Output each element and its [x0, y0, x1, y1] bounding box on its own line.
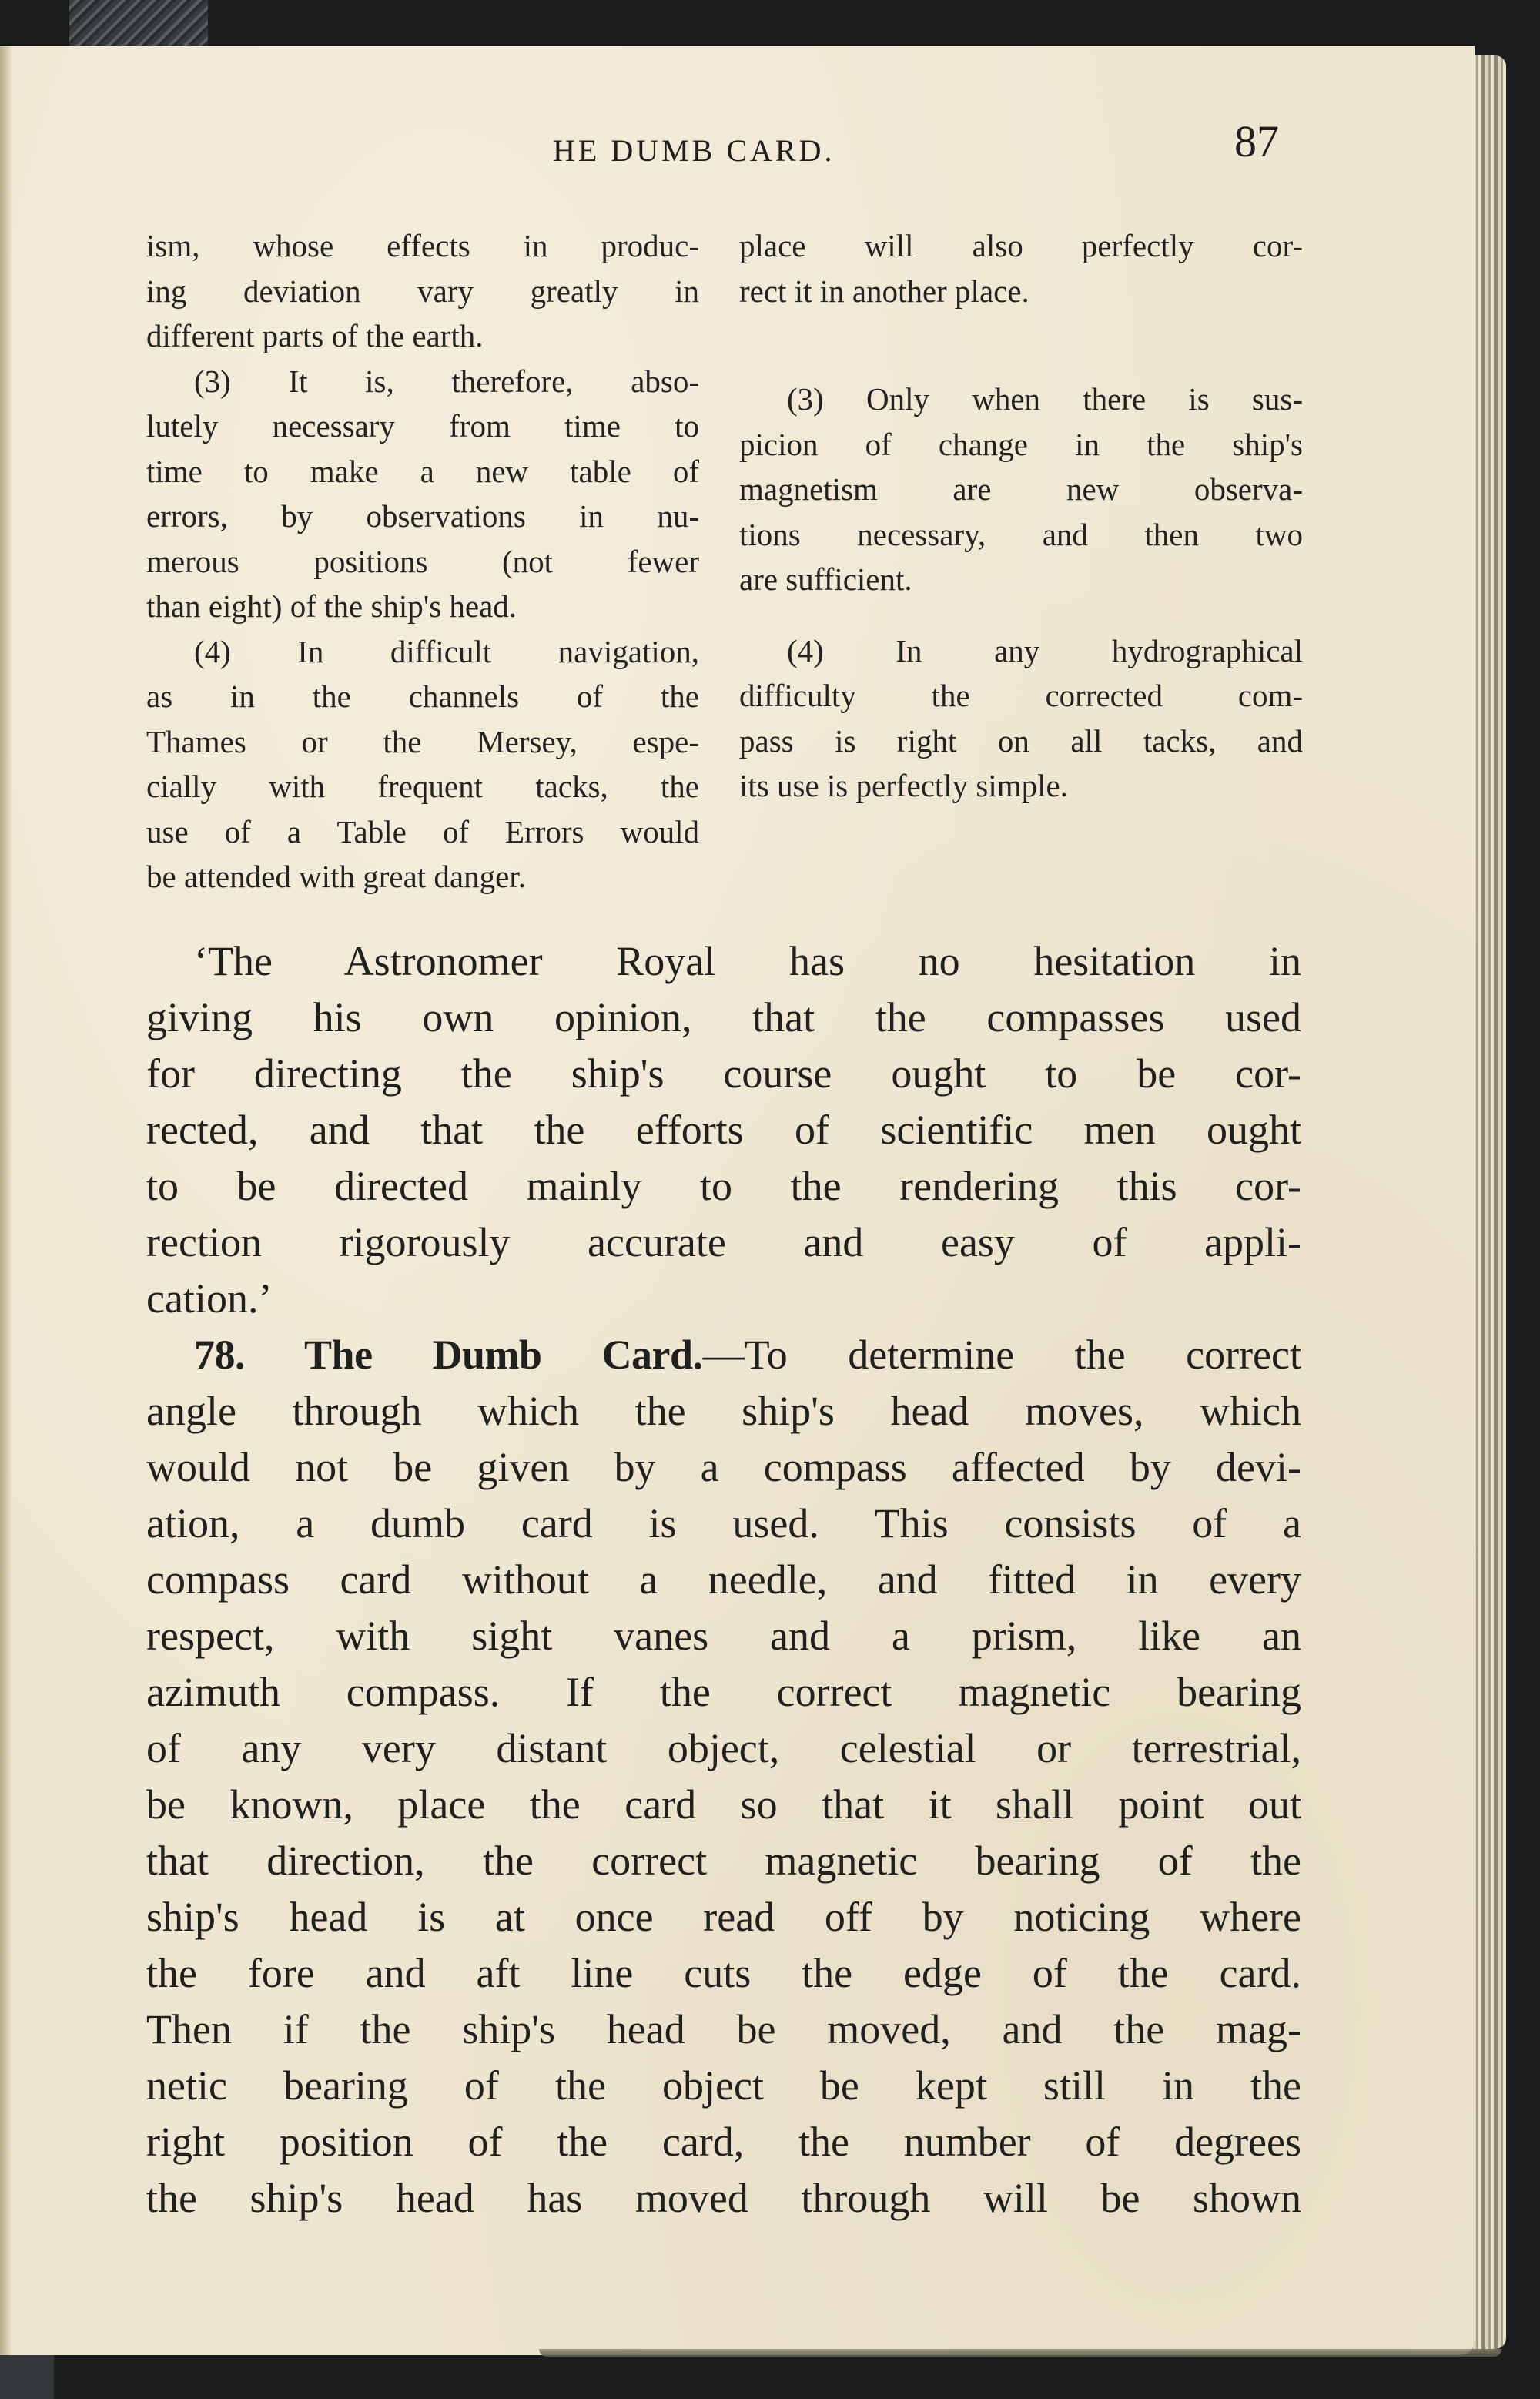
- running-title: HE DUMB CARD.: [553, 133, 835, 168]
- page-edges: [1469, 55, 1506, 2349]
- text-line: cially with frequent tacks, the: [146, 769, 699, 804]
- text-line: of any very distant object, celestial or terrestrial,: [146, 1725, 1301, 1771]
- text-line: giving his own opinion, that the compasses used: [146, 994, 1301, 1040]
- body-text: [146, 933, 1301, 2226]
- text-line: are sufficient.: [739, 561, 912, 597]
- text-line: use of a Table of Errors would: [146, 813, 699, 849]
- text-line: (4) In difficult navigation,: [194, 633, 699, 669]
- text-line: ship's head is at once read off by noticing where: [146, 1894, 1301, 1940]
- text-line: the ship's head has moved through will be shown: [146, 2175, 1301, 2221]
- text-line: be known, place the card so that it shall point out: [146, 1781, 1301, 1828]
- left-paragraph-2-continued: [146, 223, 699, 359]
- page-bottom-edge: [539, 2349, 1502, 2357]
- text-line: difficulty the corrected com-: [739, 678, 1303, 713]
- text-line: Then if the ship's head be moved, and the mag-: [146, 2006, 1301, 2052]
- text-line: the fore and aft line cuts the edge of the card.: [146, 1950, 1301, 1996]
- text-line: rected, and that the efforts of scientific men ought: [146, 1107, 1301, 1153]
- text-line: Thames or the Mersey, espe-: [146, 723, 699, 759]
- left-paragraph-3: [146, 359, 699, 629]
- page-gutter-edge: [0, 46, 11, 2355]
- text-line: be attended with great danger.: [146, 859, 526, 894]
- astronomer-royal-quote: [146, 933, 1301, 1327]
- text-line: as in the channels of the: [146, 678, 699, 714]
- text-line: place will also perfectly cor-: [739, 228, 1303, 263]
- text-line: rect it in another place.: [739, 273, 1029, 309]
- right-column: [739, 223, 1303, 809]
- text-line: to be directed mainly to the rendering this cor-: [146, 1163, 1301, 1209]
- text-line: netic bearing of the object be kept still in the: [146, 2062, 1301, 2109]
- column-spacer: [739, 358, 1303, 377]
- text-line: ation, a dumb card is used. This consists of a: [146, 1500, 1301, 1546]
- text-line: cation.’: [146, 1275, 273, 1322]
- column-spacer: [739, 313, 1303, 358]
- text-line: magnetism are new observa-: [739, 471, 1303, 507]
- left-column: [146, 223, 699, 900]
- text-line: for directing the ship's course ought to be cor-: [146, 1050, 1301, 1097]
- text-line: lutely necessary from time to: [146, 408, 699, 444]
- text-line: its use is perfectly simple.: [739, 768, 1068, 803]
- text-line: would not be given by a compass affected by devi-: [146, 1444, 1301, 1490]
- column-spacer: [739, 602, 1303, 628]
- text-line: respect, with sight vanes and a prism, like an: [146, 1613, 1301, 1659]
- page-number: 87: [1234, 116, 1279, 166]
- text-fragment: —To determine the correct: [702, 1332, 1301, 1378]
- text-line: rection rigorously accurate and easy of appli-: [146, 1219, 1301, 1265]
- running-head: [0, 116, 1475, 176]
- text-line: right position of the card, the number of degrees: [146, 2119, 1301, 2165]
- text-line: ism, whose effects in produc-: [146, 228, 699, 263]
- text-line: than eight) of the ship's head.: [146, 588, 517, 624]
- right-paragraph-3: [739, 377, 1303, 602]
- text-line: (4) In any hydrographical: [787, 632, 1303, 668]
- text-line: angle through which the ship's head moves, which: [146, 1388, 1301, 1434]
- text-line: tions necessary, and then two: [739, 516, 1303, 552]
- text-line: pass is right on all tacks, and: [739, 722, 1303, 759]
- section-78-dumb-card: [146, 1327, 1301, 2226]
- text-line: ing deviation vary greatly in: [146, 273, 699, 309]
- text-line: compass card without a needle, and fitted in every: [146, 1556, 1301, 1603]
- text-line: merous positions (not fewer: [146, 543, 699, 579]
- text-line: (3) Only when there is sus-: [787, 381, 1303, 417]
- section-first-line: [146, 1327, 1301, 1383]
- text-line: picion of change in the ship's: [739, 426, 1303, 462]
- text-line: azimuth compass. If the correct magnetic bearing: [146, 1669, 1301, 1715]
- book-cover-cloth: [69, 0, 208, 48]
- text-line: that direction, the correct magnetic bearing of the: [146, 1838, 1301, 1884]
- right-paragraph-4: [739, 628, 1303, 809]
- text-line: errors, by observations in nu-: [146, 498, 699, 534]
- right-paragraph-2-continued: [739, 223, 1303, 313]
- text-line: time to make a new table of: [146, 453, 699, 489]
- section-heading: 78. The Dumb Card.: [194, 1332, 703, 1378]
- left-paragraph-4: [146, 629, 699, 900]
- text-line: (3) It is, therefore, abso-: [194, 363, 699, 399]
- text-line: ‘The Astronomer Royal has no hesitation in: [194, 938, 1301, 984]
- text-line: different parts of the earth.: [146, 318, 484, 353]
